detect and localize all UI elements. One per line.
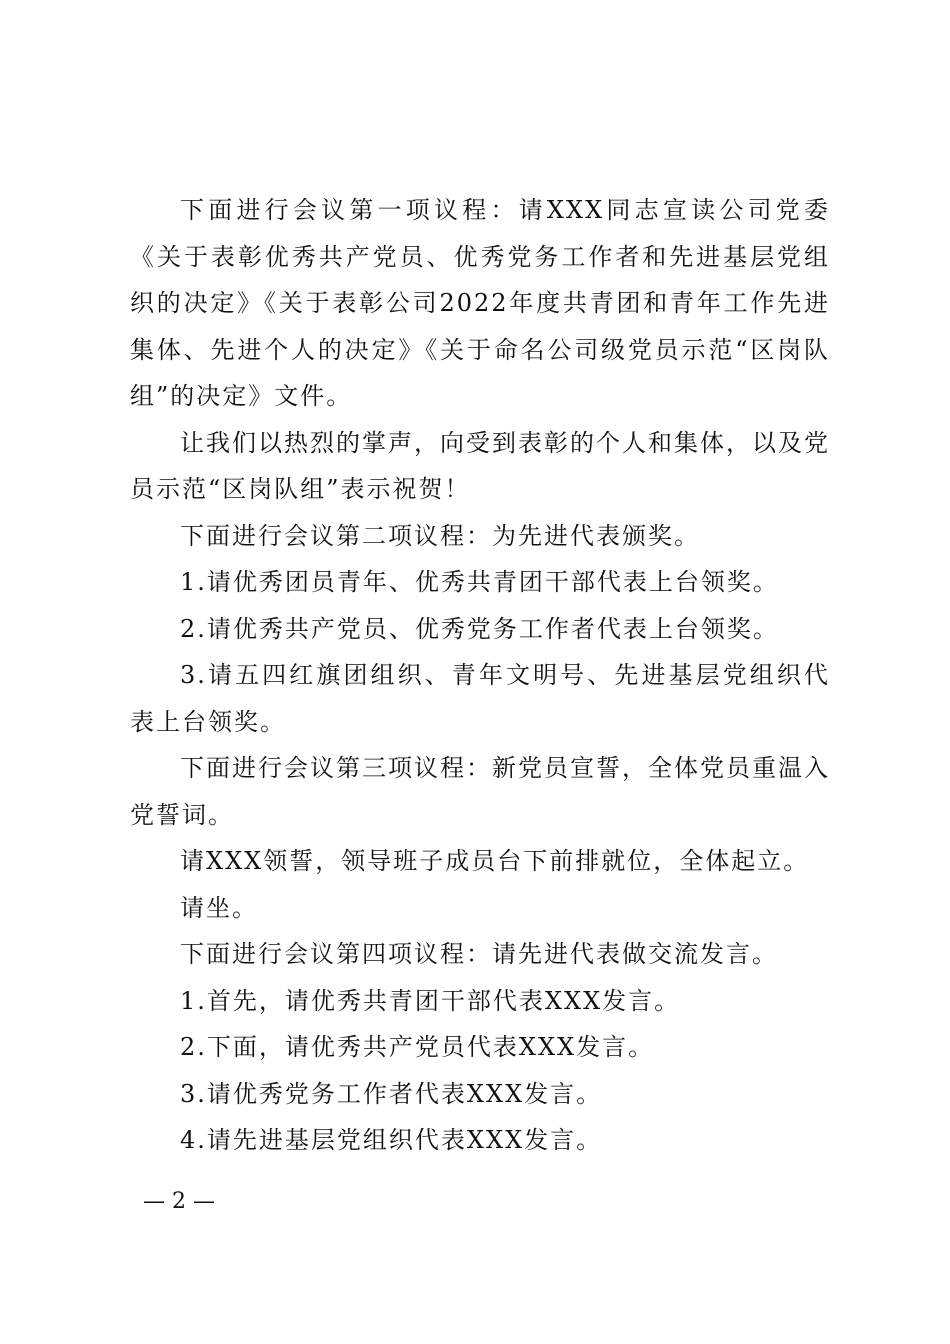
paragraph-speech-1: 1.首先，请优秀共青团干部代表XXX发言。 [180, 986, 681, 1015]
paragraph-agenda-3: 下面进行会议第三项议程：新党员宣誓，全体党员重温入党誓词。 [130, 754, 830, 829]
paragraph-agenda-1: 下面进行会议第一项议程：请XXX同志宣读公司党委《关于表彰优秀共产党员、优秀党务工作者和先进基层党组织的决定》《关于表彰公司2022年度共青团和青年工作先进集体、先进个人的决定》《关于命名公司级党员示范“区岗队组”的决定》文件。 [130, 196, 830, 410]
page-number: — 2 — [143, 1189, 215, 1214]
paragraph-speech-2: 2.下面，请优秀共产党员代表XXX发言。 [180, 1033, 655, 1061]
paragraph-speech-4: 4.请先进基层党组织代表XXX发言。 [180, 1126, 603, 1154]
paragraph-award-1: 1.请优秀团员青年、优秀共青团干部代表上台领奖。 [180, 568, 779, 596]
document-body [130, 187, 830, 1164]
paragraph-award-2: 2.请优秀共产党员、优秀党务工作者代表上台领奖。 [180, 614, 779, 643]
paragraph-oath-lead: 请XXX领誓，领导班子成员台下前排就位，全体起立。 [180, 847, 810, 875]
paragraph-award-3: 3.请五四红旗团组织、青年文明号、先进基层党组织代表上台领奖。 [130, 661, 830, 736]
paragraph-speech-3: 3.请优秀党务工作者代表XXX发言。 [180, 1079, 603, 1108]
paragraph-applause: 让我们以热烈的掌声，向受到表彰的个人和集体，以及党员示范“区岗队组”表示祝贺！ [130, 428, 830, 503]
paragraph-agenda-4: 下面进行会议第四项议程：请先进代表做交流发言。 [180, 940, 778, 968]
paragraph-agenda-2: 下面进行会议第二项议程：为先进代表颁奖。 [180, 521, 700, 550]
paragraph-be-seated: 请坐。 [180, 893, 258, 922]
